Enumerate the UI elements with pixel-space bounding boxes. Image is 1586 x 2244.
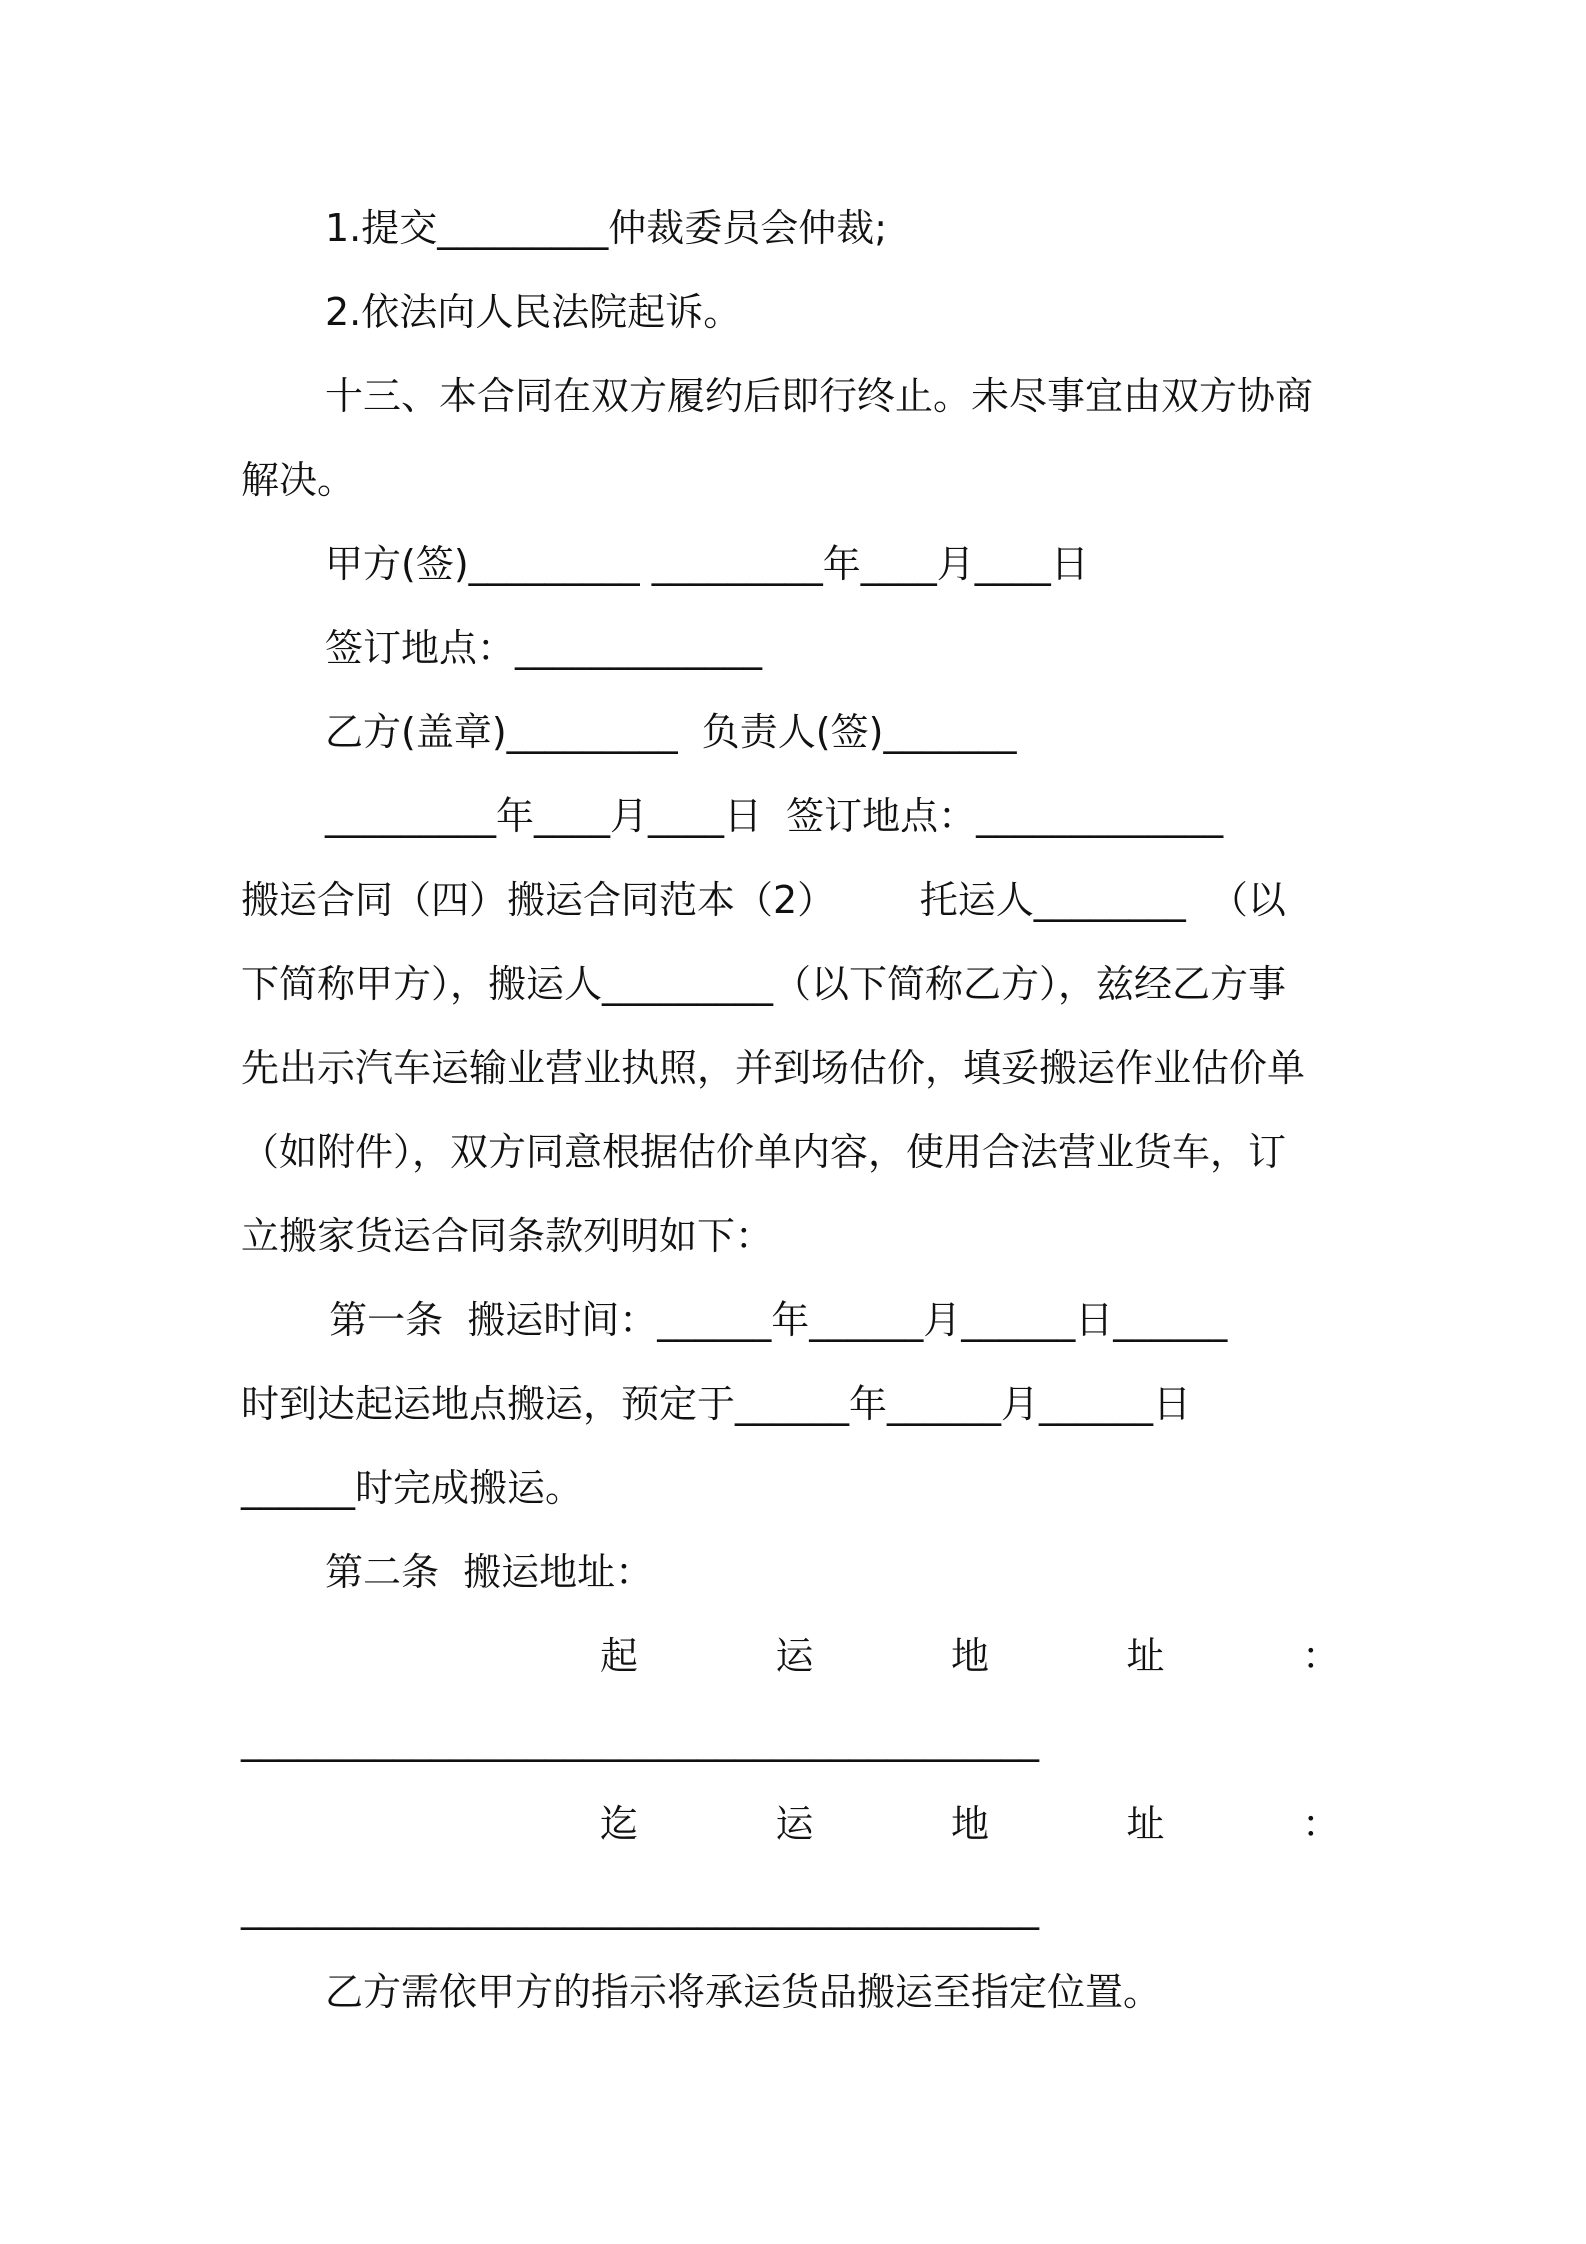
destination-address-blank: __________________________________________ bbox=[241, 1886, 1039, 1930]
destination-address-label bbox=[600, 1796, 1340, 1852]
destination-colon: ： bbox=[1301, 1802, 1340, 1846]
signing-place-a: 签订地点：_____________ bbox=[325, 626, 763, 670]
destination-char-2: 运 bbox=[775, 1802, 814, 1846]
origin-char-2: 运 bbox=[775, 1634, 814, 1678]
delivery-instruction: 乙方需依甲方的指示将承运货品搬运至指定位置。 bbox=[325, 1970, 1162, 2014]
origin-address-label bbox=[600, 1628, 1340, 1684]
article-one-time-cont: 时到达起运地点搬运，预定于______年______月______日 bbox=[241, 1382, 1192, 1426]
destination-char-4: 址 bbox=[1126, 1802, 1165, 1846]
origin-char-4: 址 bbox=[1126, 1634, 1165, 1678]
party-b-date-place: _________年____月____日 签订地点：_____________ bbox=[325, 794, 1224, 838]
clause-litigation: 2.依法向人民法院起诉。 bbox=[325, 290, 742, 334]
destination-char-3: 地 bbox=[950, 1802, 989, 1846]
intro-line-3: 先出示汽车运输业营业执照，并到场估价，填妥搬运作业估价单 bbox=[241, 1046, 1306, 1090]
origin-char-1: 起 bbox=[600, 1634, 639, 1678]
intro-line-4: （如附件），双方同意根据估价单内容，使用合法营业货车，订 bbox=[241, 1130, 1287, 1174]
contract-title-line: 搬运合同（四）搬运合同范本（2） 托运人________ （以 bbox=[241, 878, 1286, 922]
party-a-signature: 甲方(签)_________ _________年____月____日 bbox=[325, 542, 1089, 586]
clause-thirteen: 十三、本合同在双方履约后即行终止。未尽事宜由双方协商 bbox=[325, 374, 1314, 418]
intro-line-5: 立搬家货运合同条款列明如下： bbox=[241, 1214, 774, 1258]
origin-char-3: 地 bbox=[950, 1634, 989, 1678]
origin-colon: ： bbox=[1301, 1634, 1340, 1678]
intro-line-2: 下简称甲方），搬运人_________（以下简称乙方），兹经乙方事 bbox=[241, 962, 1287, 1006]
article-two-address: 第二条 搬运地址： bbox=[325, 1550, 654, 1594]
destination-char-1: 迄 bbox=[600, 1802, 639, 1846]
origin-address-blank: __________________________________________ bbox=[241, 1718, 1039, 1762]
party-b-signature: 乙方(盖章)_________ 负责人(签)_______ bbox=[325, 710, 1017, 754]
clause-arbitration: 1.提交_________仲裁委员会仲裁; bbox=[325, 206, 888, 250]
clause-thirteen-cont: 解决。 bbox=[241, 458, 356, 502]
article-one-complete: ______时完成搬运。 bbox=[241, 1466, 584, 1510]
article-one-time: 第一条 搬运时间：______年______月______日______ bbox=[317, 1298, 1228, 1342]
